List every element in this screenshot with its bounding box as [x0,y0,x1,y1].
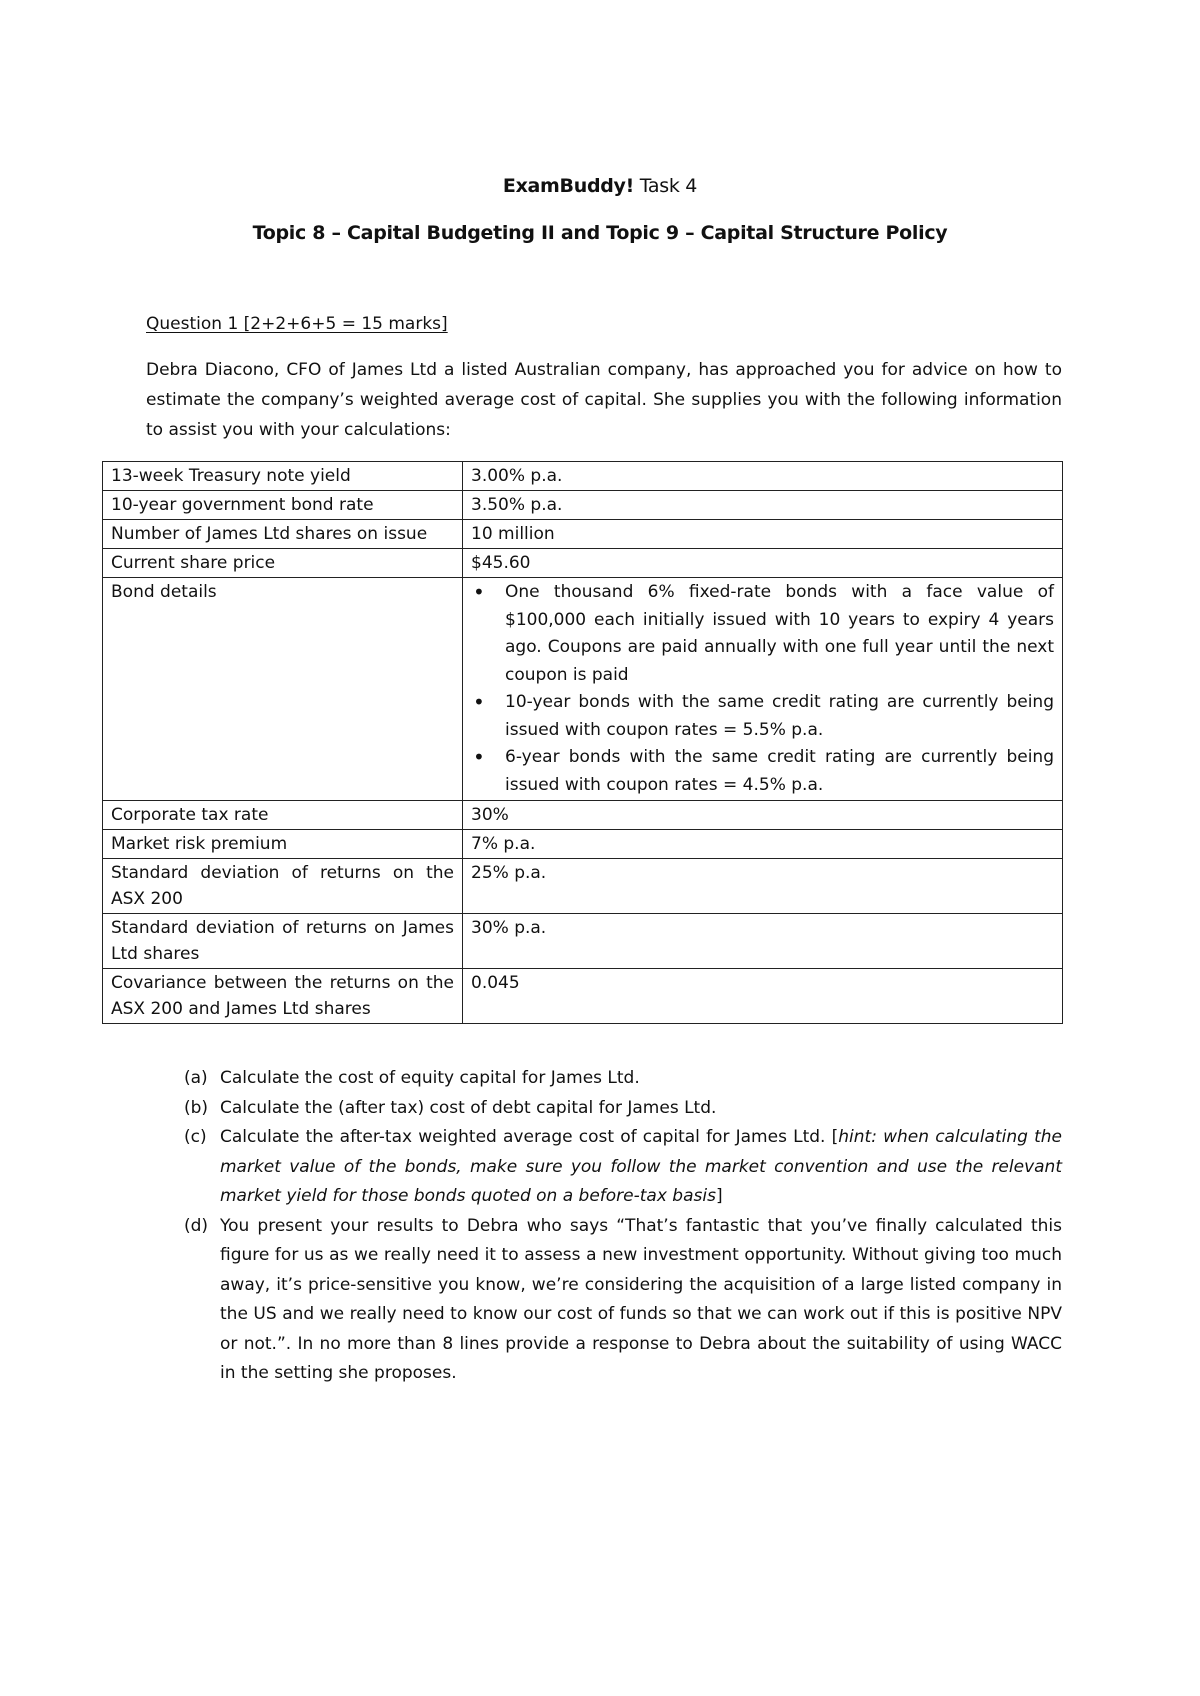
table-row [103,914,1063,969]
part-close: ] [715,1186,723,1206]
row-value: 3.50% p.a. [463,491,1063,520]
table-row [103,462,1063,491]
table-row [103,549,1063,578]
part-d [146,1212,1062,1389]
part-text: Calculate the cost of equity capital for James Ltd. [220,1068,640,1088]
part-text: Calculate the (after tax) cost of debt capital for James Ltd. [220,1097,717,1118]
part-b [146,1094,1062,1124]
table-row [103,578,1063,801]
row-label: Covariance between the returns on the ASX 200 and James Ltd shares [103,969,463,1024]
bond-details-list [463,578,1063,801]
row-value: 30% [463,801,1063,830]
part-hint: hint: when calculating the market value of the bonds, make sure you follow the market convention and use the relevant market yield for those bonds quoted on a before-tax basis [220,1127,1062,1206]
row-value: 30% p.a. [463,914,1063,969]
part-label: (c) [184,1127,207,1147]
row-label: 10-year government bond rate [103,491,463,520]
title-bold: ExamBuddy! [502,175,635,197]
table-row [103,520,1063,549]
row-value: $45.60 [463,549,1063,578]
part-a [146,1064,1062,1094]
table-row [103,830,1063,859]
row-label: Current share price [103,549,463,578]
row-value: 10 million [463,520,1063,549]
row-label: 13-week Treasury note yield [103,462,463,491]
row-label: Market risk premium [103,830,463,859]
table-row [103,491,1063,520]
part-label: (a) [184,1068,208,1088]
row-label: Standard deviation of returns on James Ltd shares [103,914,463,969]
row-value: 7% p.a. [463,830,1063,859]
question-intro: Debra Diacono, CFO of James Ltd a listed Australian company, has approached you for advice on how to estimate the company’s weighted average cost of capital. She supplies you with the following information to assist you with your calculations: [146,360,1062,440]
part-c [146,1123,1062,1212]
row-value: 25% p.a. [463,859,1063,914]
bond-bullet: • One thousand 6% fixed-rate bonds with a face value of $100,000 each initially issued with 10 years to expiry 4 years ago. Coupons are paid annually with one full year until the next coupon is paid [505,579,1054,689]
row-label: Standard deviation of returns on the ASX 200 [103,859,463,914]
table-row [103,801,1063,830]
bond-bullet: • 10-year bonds with the same credit rating are currently being issued with coupon rates = 5.5% p.a. [505,689,1054,744]
part-text: You present your results to Debra who says “That’s fantastic that you’ve finally calculated this figure for us as we really need it to assess a new investment opportunity. Without giving too much away, it’s price-sensitive you know, we’re considering the acquisition of a large listed company in the US and we really need to know our cost of funds so that we can work out if this is positive NPV or not.”. In no more than 8 lines provide a response to Debra about the suitability of using WACC in the setting she proposes. [220,1215,1062,1383]
bond-bullet: • 6-year bonds with the same credit rating are currently being issued with coupon rates = 4.5% p.a. [505,744,1054,799]
row-label: Number of James Ltd shares on issue [103,520,463,549]
information-table [102,461,1063,1024]
row-value: 3.00% p.a. [463,462,1063,491]
document-title [0,175,1200,197]
title-rest: Task 4 [634,175,698,197]
row-value: 0.045 [463,969,1063,1024]
part-label: (d) [184,1215,209,1236]
row-label: Bond details [103,578,463,801]
document-subtitle: Topic 8 – Capital Budgeting II and Topic 9 – Capital Structure Policy [252,222,948,244]
part-text: Calculate the after-tax weighted average cost of capital for James Ltd. [ [220,1127,839,1147]
table-row [103,859,1063,914]
table-row [103,969,1063,1024]
question-heading: Question 1 [2+2+6+5 = 15 marks] [146,314,448,334]
row-label: Corporate tax rate [103,801,463,830]
part-label: (b) [184,1097,209,1118]
question-parts [146,1064,1062,1389]
